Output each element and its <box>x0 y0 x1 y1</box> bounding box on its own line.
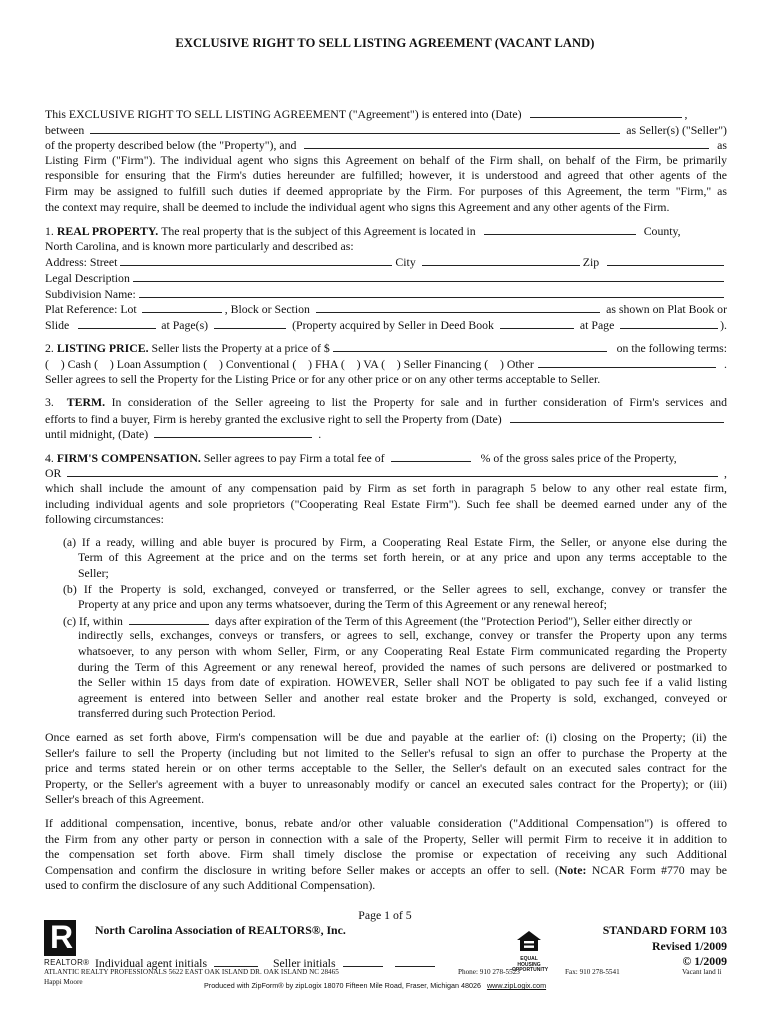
deed-book-field[interactable] <box>500 317 574 329</box>
term-end-date-field[interactable] <box>154 426 312 438</box>
fee-alternative-field[interactable] <box>67 465 718 477</box>
slide-label: Slide <box>45 317 70 332</box>
punctuation: . <box>318 427 322 442</box>
subdivision-label: Subdivision Name: <box>45 286 136 301</box>
subdivision-field[interactable] <box>139 286 724 298</box>
deed-page-label: at Page <box>579 317 615 332</box>
additional-comp-line-1: If additional compensation, incentive, bonus, rebate and/or other valuable consideration ("Additional Compensation") is offered to <box>45 815 727 830</box>
term-start-date-field[interactable] <box>510 411 724 423</box>
seller-initials-field-1[interactable] <box>343 955 383 967</box>
equal-housing-text: EQUAL HOUSING OPPORTUNITY <box>512 956 549 973</box>
section-text: Seller agrees to pay Firm a total fee of <box>203 450 385 465</box>
city-label: City <box>395 255 416 270</box>
form-revised: Revised 1/2009 <box>651 938 727 953</box>
realtor-logo-mark: R <box>50 919 74 955</box>
slide-field[interactable] <box>78 317 156 329</box>
lot-field[interactable] <box>142 301 222 313</box>
section-text: efforts to find a buyer, Firm is hereby granted the exclusive right to sell the Property from (Date) <box>45 411 502 426</box>
block-label: , Block or Section <box>224 302 310 317</box>
financing-options[interactable]: ( ) Cash ( ) Loan Assumption ( ) Conventional ( ) FHA ( ) VA ( ) Seller Financing ( ) Other <box>45 356 534 371</box>
listing-price-field[interactable] <box>333 340 607 352</box>
additional-comp-line-3: the compensation set forth above. Firm shall timely disclose the promise or expectation of receiving any such Additional <box>45 847 727 862</box>
zipform-credit-text: Produced with ZipForm® by zipLogix 18070 Fifteen Mile Road, Fraser, Michigan 48026 <box>204 981 481 990</box>
or-label: OR <box>45 466 62 481</box>
punctuation: . <box>724 356 727 371</box>
section-4-line-4: including individual agents and sole proprietors ("Cooperating Real Estate Firm"). Such fee shall be deemed earned under any of the <box>45 496 727 511</box>
other-terms-field[interactable] <box>538 356 716 368</box>
section-3-line-2 <box>45 411 727 427</box>
section-4-or-line <box>45 465 727 481</box>
pages-field[interactable] <box>214 317 286 329</box>
deed-page-field[interactable] <box>620 317 718 329</box>
block-field[interactable] <box>316 301 600 313</box>
legal-description-label: Legal Description <box>45 270 130 285</box>
firm-phone: Phone: 910 278-5523 <box>458 968 520 976</box>
legal-description-line <box>45 270 727 286</box>
street-field[interactable] <box>120 254 392 266</box>
page-label: at Page(s) <box>161 317 209 332</box>
clause-a-line-1: (a) If a ready, willing and able buyer is procured by Firm, a Cooperating Real Estate Firm, the Seller, or anyone else during the <box>63 534 727 549</box>
clause-a-line-2: Term of this Agreement at the price and on the terms set forth herein, or at any price and upon any terms acceptable to the <box>78 550 727 565</box>
intro-text: of the property described below (the "Property"), and <box>45 138 297 153</box>
clause-text: (c) If, within <box>63 613 123 628</box>
street-label: Address: Street <box>45 255 118 270</box>
seller-name-field[interactable] <box>90 122 620 134</box>
intro-text: between <box>45 122 85 137</box>
clause-c-line-3: whatsoever, to any person with whom Seller, Firm, or any Cooperating Real Estate Firm communicated regarding the Property <box>78 644 727 658</box>
clause-c-line-5: the Seller within 15 days from date of expiration. HOWEVER, Seller shall NOT be obligated to pay such fee if a valid listing <box>78 675 727 690</box>
additional-comp-line-5: used to confirm the disclosure of any such Additional Compensation). <box>45 878 376 893</box>
note-label: Note: <box>558 862 587 877</box>
section-heading: LISTING PRICE. <box>56 341 149 356</box>
section-4-line-5: following circumstances: <box>45 512 164 527</box>
additional-comp-line-4 <box>45 863 727 879</box>
agent-name: Happi Moore <box>44 978 83 986</box>
seller-initials-label: Seller initials <box>272 956 336 970</box>
earned-line-2: Seller's failure to sell the Property (including but not limited to the Seller's refusal to sign an offer to purchase the Property at the <box>45 745 727 760</box>
firm-address: ATLANTIC REALTY PROFESSIONALS 5622 EAST OAK ISLAND DR. OAK ISLAND NC 28465 <box>44 968 339 976</box>
section-number: 3. <box>45 395 54 410</box>
firm-fax: Fax: 910 278-5541 <box>565 968 620 976</box>
page-number: Page 1 of 5 <box>358 908 412 922</box>
punctuation: , <box>724 466 727 481</box>
section-heading: FIRM'S COMPENSATION. <box>56 450 201 465</box>
section-4-line-1 <box>45 450 727 466</box>
address-line <box>45 254 727 270</box>
earned-line-1: Once earned as set forth above, Firm's compensation will be due and payable at the earlier of: (i) closing on the Property; (ii) the <box>45 729 727 744</box>
earned-line-4: Property, or the Seller's agreement with a buyer to unreasonably modify or cancel an executed sales contract for the Property); or (iii) <box>45 776 727 791</box>
section-1-line-1 <box>45 223 727 239</box>
agent-initials-label: Individual agent initials <box>95 956 208 970</box>
section-4-line-3: which shall include the amount of any compensation paid by Firm as set forth in paragraph 5 below to any other real estate firm, <box>45 481 727 496</box>
house-icon <box>516 930 542 952</box>
section-heading: TERM. <box>66 395 106 410</box>
clause-c-line-6: agreement is entered into between Seller and another real estate broker and the Property is sold, exchanged, conveyed or <box>78 690 727 705</box>
association-name: North Carolina Association of REALTORS®, Inc. <box>95 923 346 937</box>
agreement-body <box>45 106 727 894</box>
section-text: Seller lists the Property at a price of $ <box>151 341 330 356</box>
realtor-logo <box>44 920 76 956</box>
document-name: Vacant land li <box>682 968 722 976</box>
clause-a-line-3: Seller; <box>78 566 109 581</box>
plat-reference-line <box>45 301 727 317</box>
section-2-line-3: Seller agrees to sell the Property for the Listing Price or for any other price or on any other terms acceptable to Seller. <box>45 371 601 386</box>
page-footer <box>0 905 770 1024</box>
intro-line-2 <box>45 122 727 138</box>
section-text: The real property that is the subject of this Agreement is located in <box>161 224 476 239</box>
zipform-credit <box>204 981 546 990</box>
intro-line-6: Firm may be assigned to fulfill such duties if deemed appropriate by the Firm. For purposes of this Agreement, the term "Firm," as <box>45 183 727 198</box>
intro-text: as Seller(s) ("Seller") <box>626 122 727 137</box>
earned-line-5: Seller's breach of this Agreement. <box>45 792 205 807</box>
punctuation: , <box>684 107 688 121</box>
intro-line-3 <box>45 137 727 153</box>
clause-c-line-4: during the Term of this Agreement or any renewal hereof, provided the names of such persons are delivered or postmarked to <box>78 659 727 674</box>
clause-c-line-1 <box>45 613 727 629</box>
agent-initials-field[interactable] <box>214 955 258 967</box>
section-text: County, <box>643 224 681 239</box>
intro-text: as <box>717 138 727 153</box>
section-1-line-2: North Carolina, and is known more particularly and described as: <box>45 238 354 253</box>
listing-firm-field[interactable] <box>304 137 709 149</box>
section-2-line-2 <box>45 356 727 372</box>
form-name: STANDARD FORM 103 <box>602 923 727 937</box>
subdivision-line <box>45 286 727 302</box>
agreement-date-field[interactable] <box>530 106 682 118</box>
clause-b-line-2: Property at any price and upon any terms whatsoever, during the Term of this Agreement or any renewal hereof; <box>78 597 607 612</box>
clause-text: NCAR Form #770 may be <box>586 862 727 877</box>
clause-b-line-1: (b) If the Property is sold, exchanged, conveyed or transferred, or the Seller agrees to sell, exchange, convey or transfer the <box>63 581 727 596</box>
intro-text: This EXCLUSIVE RIGHT TO SELL LISTING AGREEMENT ("Agreement") is entered into (Date) <box>45 107 522 121</box>
section-3-line-1 <box>45 395 727 411</box>
intro-line-4: Listing Firm ("Firm"). The individual agent who signs this Agreement on behalf of the Firm shall, on behalf of the Firm, be primarily <box>45 152 727 167</box>
slide-line <box>45 317 727 333</box>
clause-text: Compensation and confirm the disclosure in writing before Seller makes or accepts an offer to sell. ( <box>45 862 559 877</box>
deed-book-label: (Property acquired by Seller in Deed Book <box>292 317 494 332</box>
seller-initials-field-2[interactable] <box>395 955 435 967</box>
intro-line-5: responsible for ensuring that the Firm's duties hereunder are fulfilled; however, it is understood and agreed that other agents of the <box>45 168 727 183</box>
section-text: on the following terms: <box>616 341 727 356</box>
section-number: 1. <box>45 224 54 239</box>
clause-text: days after expiration of the Term of this Agreement (the "Protection Period"), Seller either directly or <box>214 613 692 628</box>
realtor-wordmark: REALTOR® <box>44 958 90 967</box>
plat-book-label: as shown on Plat Book or <box>606 302 727 317</box>
city-field[interactable] <box>422 254 580 266</box>
protection-days-field[interactable] <box>129 613 209 625</box>
form-info <box>603 923 727 970</box>
section-3-line-3 <box>45 426 727 442</box>
zip-field[interactable] <box>607 254 724 266</box>
section-text: until midnight, (Date) <box>45 427 149 442</box>
fee-percent-field[interactable] <box>391 450 471 462</box>
punctuation: ). <box>720 317 727 332</box>
plat-lot-label: Plat Reference: Lot <box>45 302 137 317</box>
county-field[interactable] <box>484 223 636 235</box>
section-text: % of the gross sales price of the Property, <box>480 450 677 465</box>
section-number: 4. <box>45 450 54 465</box>
clause-c-line-7: transferred during such Protection Period. <box>78 706 276 721</box>
section-text: In consideration of the Seller agreeing to list the Property for sale and in further consideration of Firm's services and <box>111 395 727 410</box>
legal-description-field[interactable] <box>133 270 724 282</box>
equal-housing-logo <box>512 930 549 974</box>
form-copyright: © 1/2009 <box>682 954 727 968</box>
zip-label: Zip <box>582 255 600 270</box>
earned-line-3: price and terms stated herein or on other terms acceptable to the Seller, the Seller's default on an executed sales contract for the <box>45 761 727 776</box>
section-heading: REAL PROPERTY. <box>56 224 159 239</box>
intro-line-7: the context may require, shall be deemed to include the individual agent who signs this Agreement and any other agents of the Firm. <box>45 199 670 214</box>
section-number: 2. <box>45 341 54 356</box>
section-2-line-1 <box>45 340 727 356</box>
document-title: EXCLUSIVE RIGHT TO SELL LISTING AGREEMENT (VACANT LAND) <box>175 36 595 50</box>
intro-line-1 <box>45 106 727 122</box>
clause-c-line-2: indirectly sells, exchanges, conveys or transfers, or agrees to sell, exchange, convey or transfer the Property upon any terms <box>78 628 727 643</box>
ziplogix-link[interactable]: www.zipLogix.com <box>486 981 547 990</box>
additional-comp-line-2: the Firm from any other party or person in connection with a sale of the Property, Seller will permit Firm to receive it in addition to <box>45 831 727 846</box>
